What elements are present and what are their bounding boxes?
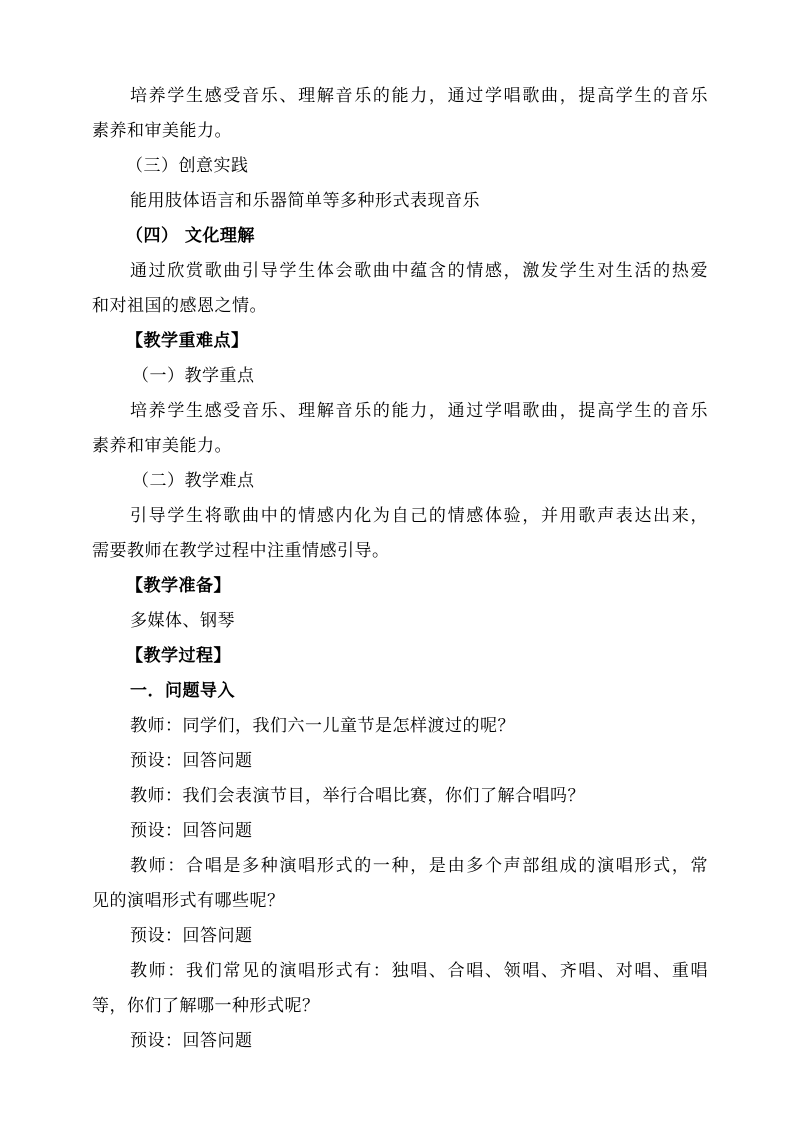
dialogue-line: 教师：我们会表演节目，举行合唱比赛，你们了解合唱吗？ bbox=[130, 786, 585, 806]
section-heading: 一．问题导入 bbox=[130, 681, 235, 701]
section-heading: 【教学过程】 bbox=[126, 646, 231, 666]
section-heading: （一）教学重点 bbox=[132, 366, 255, 386]
paragraph-line: 培养学生感受音乐、理解音乐的能力，通过学唱歌曲，提高学生的音乐 bbox=[130, 86, 708, 106]
paragraph-line: 多媒体、钢琴 bbox=[130, 611, 235, 631]
dialogue-line: 预设：回答问题 bbox=[130, 926, 253, 946]
paragraph-line: 通过欣赏歌曲引导学生体会歌曲中蕴含的情感，激发学生对生活的热爱 bbox=[130, 261, 708, 281]
paragraph-line: 培养学生感受音乐、理解音乐的能力，通过学唱歌曲，提高学生的音乐 bbox=[130, 401, 708, 421]
paragraph-line: 需要教师在教学过程中注重情感引导。 bbox=[92, 541, 390, 561]
section-heading: 【教学准备】 bbox=[126, 576, 231, 596]
dialogue-line: 见的演唱形式有哪些呢？ bbox=[92, 891, 285, 911]
section-heading: （四） 文化理解 bbox=[126, 226, 255, 246]
paragraph-line: 和对祖国的感恩之情。 bbox=[92, 296, 267, 316]
section-heading: （二）教学难点 bbox=[132, 471, 255, 491]
dialogue-line: 教师：合唱是多种演唱形式的一种，是由多个声部组成的演唱形式，常 bbox=[130, 856, 708, 876]
paragraph-line: 素养和审美能力。 bbox=[92, 121, 232, 141]
section-heading: 【教学重难点】 bbox=[126, 331, 249, 351]
dialogue-line: 预设：回答问题 bbox=[130, 751, 253, 771]
dialogue-line: 等，你们了解哪一种形式呢？ bbox=[92, 996, 320, 1016]
paragraph-line: 能用肢体语言和乐器简单等多种形式表现音乐 bbox=[130, 191, 480, 211]
section-heading: （三）创意实践 bbox=[126, 156, 249, 176]
dialogue-line: 预设：回答问题 bbox=[130, 1031, 253, 1051]
dialogue-line: 教师：我们常见的演唱形式有：独唱、合唱、领唱、齐唱、对唱、重唱 bbox=[130, 961, 708, 981]
dialogue-line: 教师：同学们，我们六一儿童节是怎样渡过的呢？ bbox=[130, 716, 515, 736]
paragraph-line: 素养和审美能力。 bbox=[92, 436, 232, 456]
dialogue-line: 预设：回答问题 bbox=[130, 821, 253, 841]
paragraph-line: 引导学生将歌曲中的情感内化为自己的情感体验，并用歌声表达出来， bbox=[130, 506, 708, 526]
